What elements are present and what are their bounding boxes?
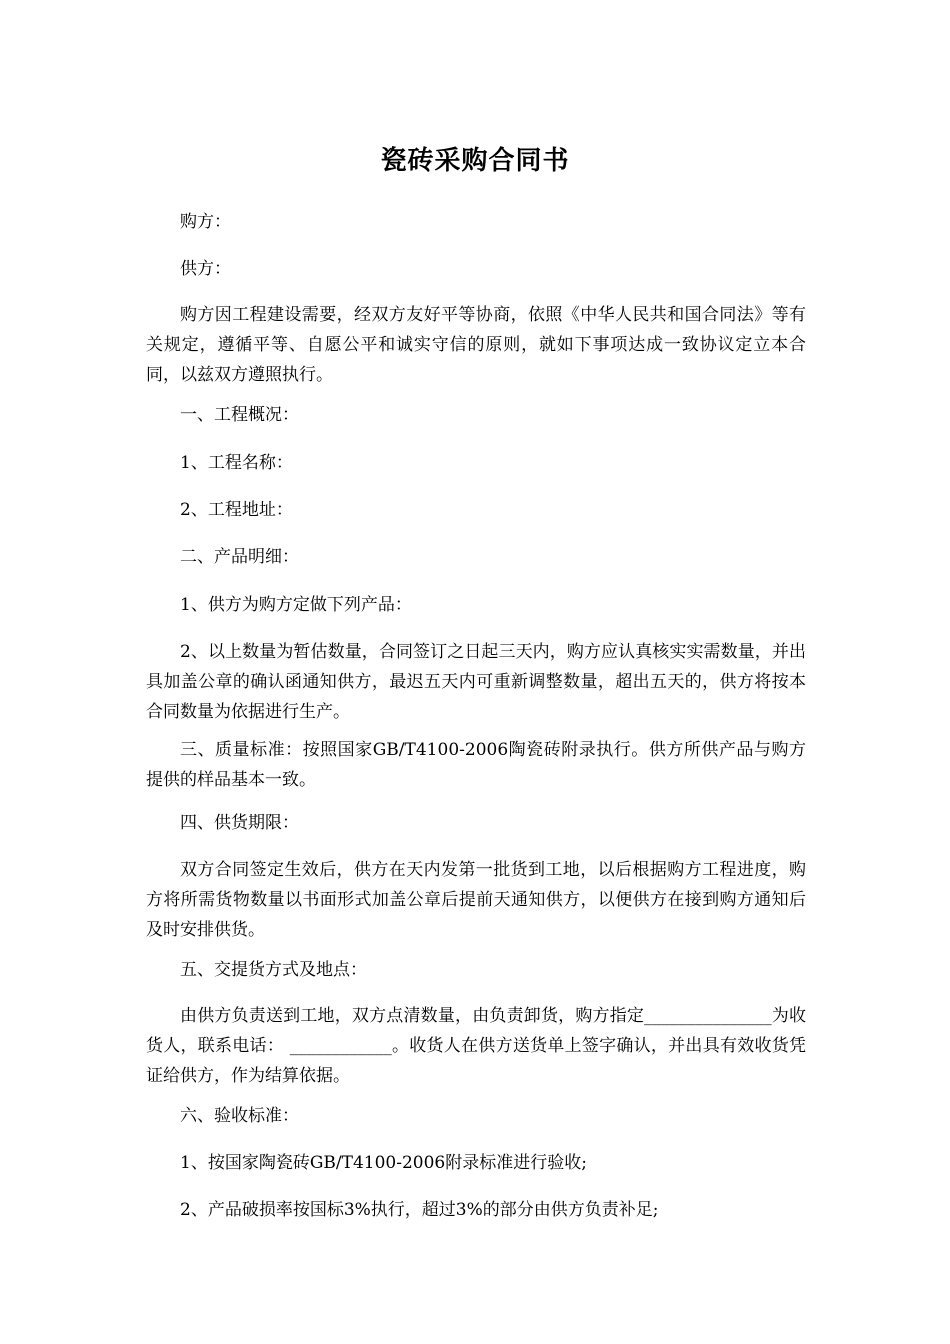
section-heading-acceptance: 六、验收标准：	[180, 1106, 299, 1126]
product-list-line: 1、供方为购方定做下列产品：	[180, 595, 412, 615]
quantity-paragraph: 2、以上数量为暂估数量，合同签订之日起三天内，购方应认真核实实需数量，并出具加盖公章的确认函通知供方，最迟五天内可重新调整数量，超出五天的，供方将按本合同数量为依据进行生产。	[146, 642, 806, 722]
quality-standard-paragraph: 三、质量标准：按照国家GB/T4100-2006陶瓷砖附录执行。供方所供产品与购方提供的样品基本一致。	[146, 740, 806, 790]
buyer-line: 购方：	[180, 212, 231, 232]
section-heading-project-overview: 一、工程概况：	[180, 405, 299, 425]
delivery-period-paragraph: 双方合同签定生效后，供方在天内发第一批货到工地，以后根据购方工程进度，购方将所需货物数量以书面形式加盖公章后提前天通知供方，以便供方在接到购方通知后及时安排供货。	[146, 860, 806, 940]
section-heading-delivery-period: 四、供货期限：	[180, 813, 299, 833]
supplier-line: 供方：	[180, 259, 231, 279]
acceptance-standard-line: 1、按国家陶瓷砖GB/T4100-2006附录标准进行验收;	[180, 1153, 587, 1173]
document-title: 瓷砖采购合同书	[380, 146, 570, 176]
section-heading-delivery-method: 五、交提货方式及地点：	[180, 960, 367, 980]
preamble-paragraph: 购方因工程建设需要，经双方友好平等协商，依照《中华人民共和国合同法》等有关规定，遵循平等、自愿公平和诚实守信的原则，就如下事项达成一致协议定立本合同，以兹双方遵照执行。	[146, 305, 806, 385]
breakage-rate-line: 2、产品破损率按国标3%执行，超过3%的部分由供方负责补足;	[180, 1200, 659, 1220]
delivery-method-paragraph: 由供方负责送到工地，双方点清数量，由负责卸货，购方指定_______________为收货人，联系电话： ____________。收货人在供方送货单上签字确认，并出具有效收货凭证给供方，作为结算依据。	[146, 1006, 806, 1086]
section-heading-product-details: 二、产品明细：	[180, 547, 299, 567]
project-address-line: 2、工程地址：	[180, 500, 293, 520]
project-name-line: 1、工程名称：	[180, 453, 293, 473]
